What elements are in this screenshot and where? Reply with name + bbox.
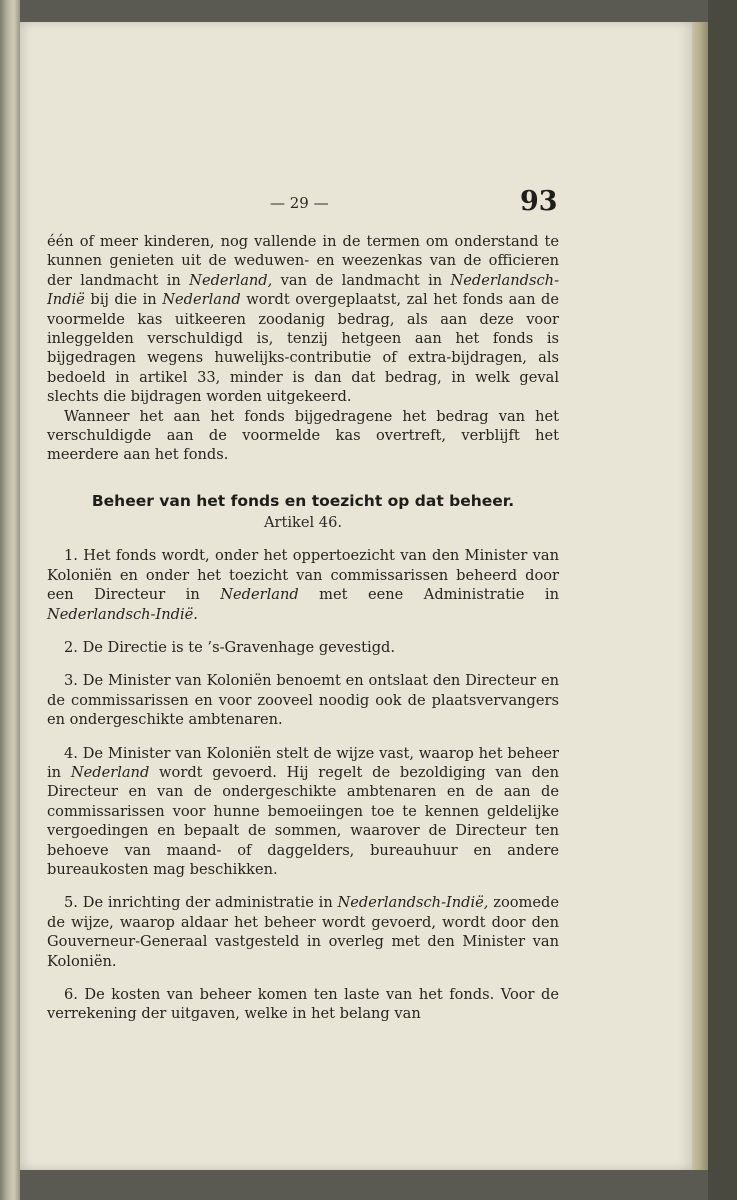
clause-3: 3. De Minister van Koloniën benoemt en ontslaat den Directeur en de commissarissen en voor zooveel noodig ook de plaatsvervangers en ondergeschikte ambtenaren. [47, 672, 559, 729]
clause-6: 6. De kosten van beheer komen ten laste van het fonds. Voor de verrekening der uitgaven, welke in het belang van [47, 986, 559, 1023]
italic-term: Nederlandsch-Indië, [337, 894, 489, 912]
italic-term: Nederland, [189, 271, 273, 289]
italic-term: Nederlandsch-Indië [47, 271, 559, 309]
page-header [20, 186, 692, 220]
italic-term: Nederland [70, 763, 150, 781]
page-stack-edge [692, 22, 708, 1170]
body-text [47, 232, 559, 1024]
running-page-number: — 29 — [270, 194, 329, 212]
clause-1: 1. Het fonds wordt, onder het oppertoezicht van den Minister van Koloniën en onder het toezicht van commissarissen beheerd door een Directeur in Nederland met eene Administratie in Nederlandsch-Indië. [47, 547, 559, 623]
facing-page-edge [0, 0, 20, 1200]
clause-4: 4. De Minister van Koloniën stelt de wijze vast, waarop het beheer in Nederland wordt gevoerd. Hij regelt de bezoldiging van den Directeur en van de ondergeschikte ambtenaren en de aan de commissarissen voor hunne bemoeiingen toe te kennen geldelijke vergoedingen en bepaalt de sommen, waarover de Directeur ten behoeve van maand- of daggelders, bureauhuur en andere bureaukosten mag beschikken. [47, 744, 559, 878]
paragraph-surplus: Wanneer het aan het fonds bijgedragene het bedrag van het verschuldigde aan de voormelde kas overtreft, verblijft het meerdere aan het fonds. [47, 407, 559, 464]
volume-page-number: 93 [520, 186, 558, 217]
paragraph-continuation: één of meer kinderen, nog vallende in de termen om onderstand te kunnen genieten uit de weduwen- en weezenkas van de officieren der landmacht in Nederland, van de landmacht in Nederlandsch-Indië bij die in Nederland wordt overgeplaatst, zal het fonds aan de voormelde kas uitkeeren zoodanig bedrag, als aan deze voor inleggelden verschuldigd is, tenzij hetgeen aan het fonds is bijgedragen wegens huwelijks-contributie of extra-bijdragen, als bedoeld in artikel 33, minder is dan dat bedrag, in welk geval slechts die bijdragen worden uitgekeerd. [47, 233, 559, 406]
clause-2: 2. De Directie is te ’s-Gravenhage gevestigd. [64, 638, 396, 656]
article-title: Artikel 46. [263, 513, 343, 531]
italic-term: Nederland [220, 586, 299, 604]
clause-5: 5. De inrichting der administratie in Nederlandsch-Indië, zoomede de wijze, waarop aldaar het beheer wordt gevoerd, wordt door den Gouverneur-Generaal vastgesteld in overleg met den Minister van Koloniën. [47, 894, 559, 970]
book-page [20, 22, 692, 1170]
italic-term: Nederland [162, 291, 241, 309]
section-heading: Beheer van het fonds en toezicht op dat beheer. [91, 491, 515, 510]
scan-margin-right [708, 0, 737, 1200]
italic-term: Nederlandsch-Indië. [47, 605, 198, 623]
